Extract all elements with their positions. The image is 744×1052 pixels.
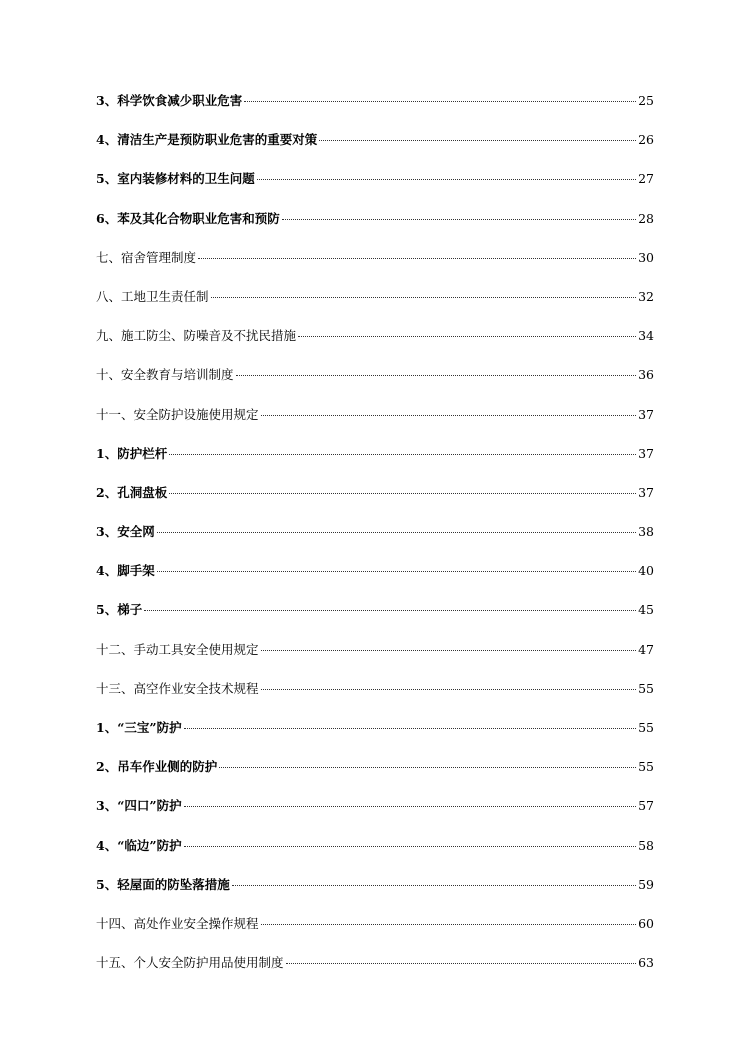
- toc-entry[interactable]: [96, 796, 654, 835]
- toc-entry-title: 3、安全网: [96, 524, 155, 540]
- toc-entry[interactable]: [96, 444, 654, 483]
- toc-entry[interactable]: [96, 679, 654, 718]
- toc-entry-page-number: 36: [638, 367, 654, 383]
- table-of-contents: [96, 91, 654, 992]
- dot-leader: [184, 806, 637, 807]
- toc-entry[interactable]: [96, 91, 654, 130]
- toc-entry-page-number: 37: [638, 445, 654, 461]
- toc-entry-title: 十二、手动工具安全使用规定: [96, 641, 259, 657]
- toc-entry-page-number: 47: [638, 641, 654, 657]
- toc-entry[interactable]: [96, 287, 654, 326]
- toc-entry[interactable]: [96, 130, 654, 169]
- toc-entry[interactable]: [96, 483, 654, 522]
- toc-entry[interactable]: [96, 326, 654, 365]
- toc-entry-title: 十一、安全防护设施使用规定: [96, 406, 259, 422]
- dot-leader: [232, 885, 636, 886]
- toc-entry[interactable]: [96, 836, 654, 875]
- toc-entry-title: 6、苯及其化合物职业危害和预防: [96, 210, 280, 226]
- toc-entry[interactable]: [96, 600, 654, 639]
- toc-entry-page-number: 63: [638, 955, 654, 971]
- toc-entry-page-number: 59: [638, 876, 654, 892]
- toc-entry-title: 八、工地卫生责任制: [96, 288, 209, 304]
- dot-leader: [244, 101, 636, 102]
- toc-entry-page-number: 37: [638, 484, 654, 500]
- dot-leader: [211, 297, 637, 298]
- toc-entry-page-number: 58: [638, 837, 654, 853]
- toc-entry-title: 5、轻屋面的防坠落措施: [96, 876, 230, 892]
- toc-entry-title: 十五、个人安全防护用品使用制度: [96, 955, 284, 971]
- toc-entry-title: 1、“三宝”防护: [96, 720, 182, 735]
- toc-entry-page-number: 55: [638, 680, 654, 696]
- dot-leader: [236, 375, 637, 376]
- toc-entry-page-number: 57: [638, 798, 654, 814]
- dot-leader: [257, 179, 636, 180]
- dot-leader: [261, 415, 637, 416]
- toc-entry-title: 3、科学饮食减少职业危害: [96, 93, 243, 108]
- toc-entry[interactable]: [96, 640, 654, 679]
- toc-entry-page-number: 30: [638, 249, 654, 265]
- toc-entry-page-number: 28: [638, 210, 654, 226]
- dot-leader: [198, 258, 636, 259]
- toc-entry-page-number: 34: [638, 328, 654, 344]
- toc-entry-title: 2、孔洞盘板: [96, 484, 168, 500]
- toc-entry-title: 5、梯子: [96, 602, 143, 618]
- dot-leader: [286, 963, 637, 964]
- toc-entry[interactable]: [96, 169, 654, 208]
- toc-entry[interactable]: [96, 248, 654, 287]
- toc-entry[interactable]: [96, 561, 654, 600]
- toc-entry-title: 十四、高处作业安全操作规程: [96, 915, 259, 931]
- toc-entry[interactable]: [96, 718, 654, 757]
- toc-entry-title: 十、安全教育与培训制度: [96, 367, 234, 383]
- dot-leader: [184, 846, 637, 847]
- dot-leader: [298, 336, 636, 337]
- toc-entry[interactable]: [96, 522, 654, 561]
- toc-entry-page-number: 32: [638, 288, 654, 304]
- toc-entry-page-number: 26: [638, 132, 654, 148]
- toc-entry[interactable]: [96, 875, 654, 914]
- dot-leader: [261, 650, 637, 651]
- dot-leader: [169, 454, 636, 455]
- toc-entry-title: 七、宿舍管理制度: [96, 249, 197, 265]
- toc-entry-page-number: 38: [638, 524, 654, 540]
- toc-entry-title: 1、防护栏杆: [96, 445, 168, 461]
- dot-leader: [261, 689, 637, 690]
- toc-entry-title: 九、施工防尘、防噪音及不扰民措施: [96, 328, 297, 344]
- dot-leader: [261, 924, 637, 925]
- dot-leader: [157, 532, 636, 533]
- toc-entry-title: 3、“四口”防护: [96, 798, 182, 814]
- toc-entry-title: 4、脚手架: [96, 563, 155, 579]
- toc-entry-page-number: 25: [638, 93, 654, 108]
- toc-entry-title: 5、室内装修材料的卫生问题: [96, 171, 255, 187]
- toc-entry-title: 4、清洁生产是预防职业危害的重要对策: [96, 132, 318, 148]
- toc-entry[interactable]: [96, 209, 654, 248]
- toc-entry-page-number: 45: [638, 602, 654, 618]
- toc-entry-title: 2、吊车作业侧的防护: [96, 759, 218, 775]
- toc-entry[interactable]: [96, 365, 654, 404]
- toc-entry[interactable]: [96, 914, 654, 953]
- toc-entry-page-number: 27: [638, 171, 654, 187]
- toc-entry-page-number: 37: [638, 406, 654, 422]
- dot-leader: [157, 571, 636, 572]
- toc-entry-page-number: 55: [638, 759, 654, 775]
- dot-leader: [282, 219, 636, 220]
- toc-entry-title: 4、“临边”防护: [96, 837, 182, 853]
- dot-leader: [169, 493, 636, 494]
- toc-entry-page-number: 40: [638, 563, 654, 579]
- dot-leader: [144, 610, 636, 611]
- toc-entry-title: 十三、高空作业安全技术规程: [96, 680, 259, 696]
- dot-leader: [319, 140, 636, 141]
- toc-entry[interactable]: [96, 757, 654, 796]
- toc-entry[interactable]: [96, 405, 654, 444]
- toc-entry-page-number: 55: [638, 720, 654, 735]
- dot-leader: [184, 728, 637, 729]
- toc-entry-page-number: 60: [638, 915, 654, 931]
- toc-entry[interactable]: [96, 953, 654, 992]
- dot-leader: [219, 767, 636, 768]
